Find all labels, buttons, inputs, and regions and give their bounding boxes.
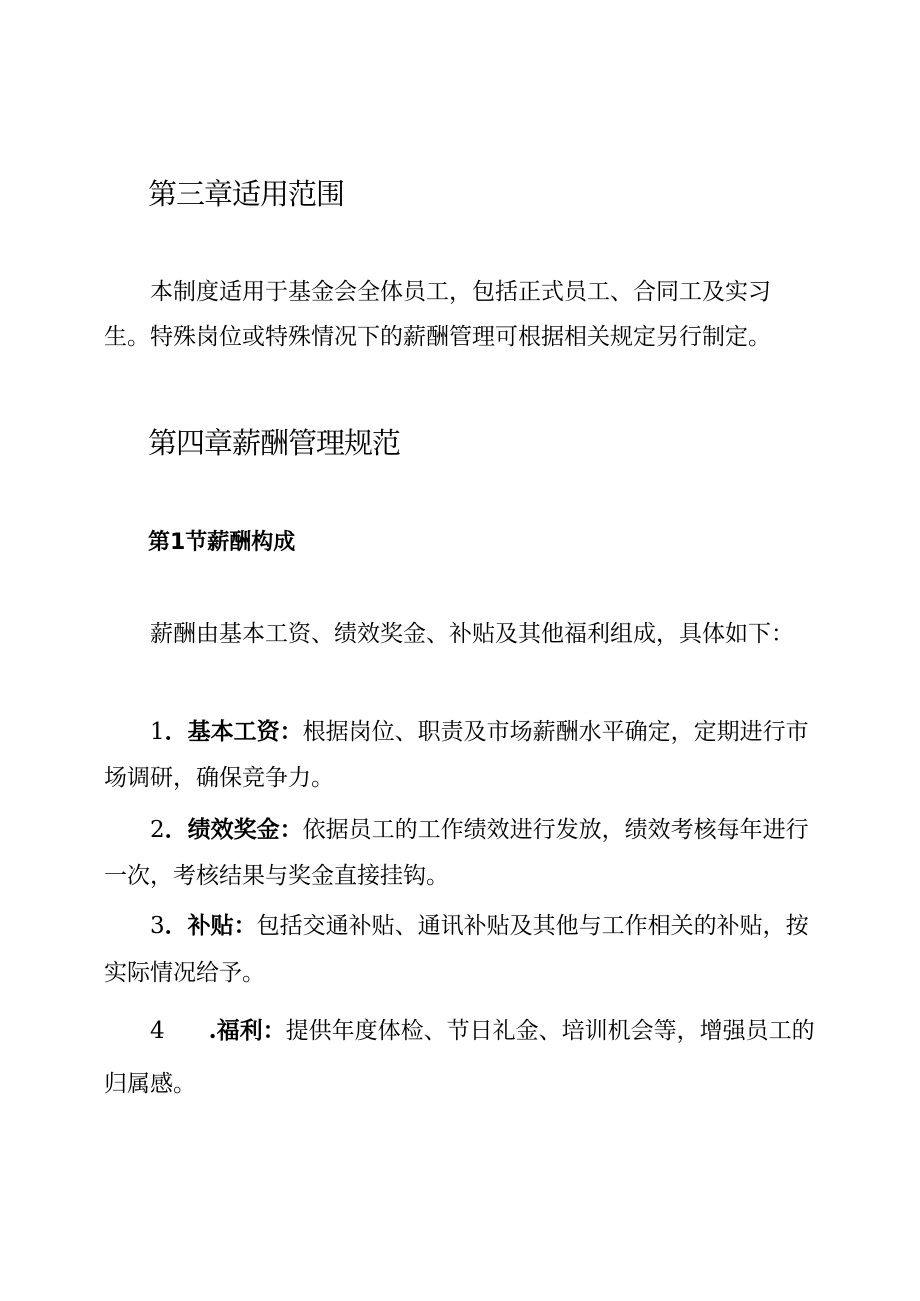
list-item-label: ．补贴：	[164, 912, 257, 939]
list-item-3-line-2: 实际情况给予。	[104, 960, 265, 986]
list-item-label: ．基本工资：	[164, 718, 303, 745]
list-item-label: .福利：	[208, 1017, 286, 1044]
chapter-3-paragraph-line-1: 本制度适用于基金会全体员工，包括正式员工、合同工及实习	[150, 279, 771, 305]
list-item-3-line-1	[150, 914, 809, 938]
list-item-4-line-2: 归属感。	[104, 1071, 196, 1097]
list-item-4-line-1	[150, 1019, 815, 1043]
list-item-text: 包括交通补贴、通讯补贴及其他与工作相关的补贴，按	[256, 913, 809, 939]
list-item-number: 3	[150, 913, 165, 939]
chapter-3-heading: 第三章适用范围	[148, 177, 345, 211]
list-item-1-line-2: 场调研，确保竞争力。	[104, 765, 334, 791]
list-item-1-line-1	[150, 720, 809, 744]
list-item-number: 1	[150, 719, 165, 745]
list-item-text: 依据员工的工作绩效进行发放，绩效考核每年进行	[302, 817, 809, 843]
chapter-4-heading: 第四章薪酬管理规范	[148, 426, 401, 460]
section-1-intro: 薪酬由基本工资、绩效奖金、补贴及其他福利组成，具体如下：	[150, 621, 794, 647]
list-item-2-line-1	[150, 818, 809, 842]
list-item-text: 根据岗位、职责及市场薪酬水平确定，定期进行市	[302, 719, 809, 745]
list-item-number: 4	[150, 1018, 165, 1044]
list-item-label: ．绩效奖金：	[164, 816, 303, 843]
list-item-number: 2	[150, 817, 165, 843]
list-item-text: 提供年度体检、节日礼金、培训机会等，增强员工的	[285, 1018, 815, 1044]
chapter-3-paragraph-line-2: 生。特殊岗位或特殊情况下的薪酬管理可根据相关规定另行制定。	[104, 324, 771, 350]
section-1-heading: 第1节薪酬构成	[148, 530, 296, 555]
list-item-2-line-2: 一次，考核结果与奖金直接挂钩。	[104, 863, 449, 889]
